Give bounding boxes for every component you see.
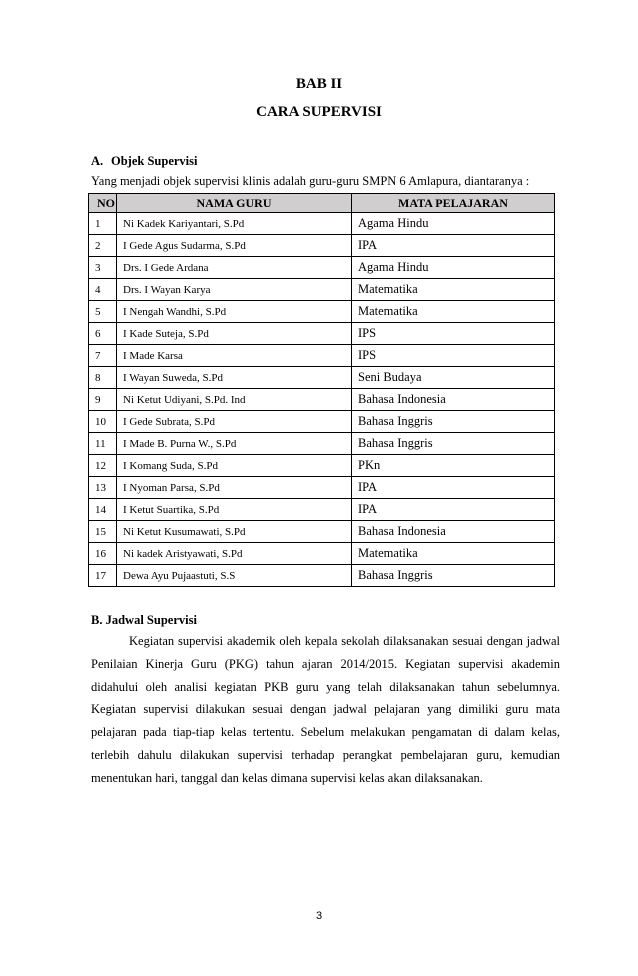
row-mata-pelajaran: Matematika [352, 279, 555, 301]
chapter-title: BAB II [295, 76, 343, 92]
row-mata-pelajaran: IPS [352, 323, 555, 345]
row-no: 7 [89, 345, 117, 367]
table-row [89, 257, 555, 279]
row-nama-guru: Ni Ketut Udiyani, S.Pd. Ind [117, 389, 352, 411]
row-mata-pelajaran: Seni Budaya [352, 367, 555, 389]
teacher-table [88, 193, 555, 587]
row-nama-guru: Drs. I Wayan Karya [117, 279, 352, 301]
row-no: 6 [89, 323, 117, 345]
row-mata-pelajaran: IPA [352, 499, 555, 521]
table-row [89, 389, 555, 411]
row-no: 8 [89, 367, 117, 389]
paragraph-line: Kegiatan supervisi akademik oleh kepala sekolah dilaksanakan sesuai dengan jadwal [129, 634, 560, 648]
row-mata-pelajaran: IPA [352, 235, 555, 257]
row-mata-pelajaran: Bahasa Indonesia [352, 521, 555, 543]
row-mata-pelajaran: Agama Hindu [352, 213, 555, 235]
section-a-heading [91, 154, 197, 169]
row-nama-guru: Drs. I Gede Ardana [117, 257, 352, 279]
header-mata-pelajaran: MATA PELAJARAN [352, 194, 555, 213]
row-no: 14 [89, 499, 117, 521]
table-row [89, 345, 555, 367]
row-mata-pelajaran: Bahasa Indonesia [352, 389, 555, 411]
row-mata-pelajaran: Bahasa Inggris [352, 411, 555, 433]
row-mata-pelajaran: PKn [352, 455, 555, 477]
row-mata-pelajaran: Agama Hindu [352, 257, 555, 279]
row-nama-guru: I Kade Suteja, S.Pd [117, 323, 352, 345]
paragraph-line: terlebih dahulu dilakukan supervisi terhadap perangkat pembelajaran guru, kemudian [91, 747, 560, 762]
paragraph-line: didahului oleh analisi kegiatan PKB guru yang telah dilaksanakan tahun sebelumnya. [91, 679, 560, 694]
row-nama-guru: Ni Ketut Kusumawati, S.Pd [117, 521, 352, 543]
row-mata-pelajaran: IPA [352, 477, 555, 499]
row-no: 11 [89, 433, 117, 455]
section-a-title: Objek Supervisi [111, 154, 198, 168]
row-no: 15 [89, 521, 117, 543]
row-no: 16 [89, 543, 117, 565]
row-nama-guru: I Komang Suda, S.Pd [117, 455, 352, 477]
table-row [89, 411, 555, 433]
row-no: 17 [89, 565, 117, 587]
paragraph-line: Kegiatan supervisi dilakukan sesuai dengan jadwal pelajaran yang dimiliki guru mata [91, 702, 560, 717]
table-row [89, 235, 555, 257]
row-no: 1 [89, 213, 117, 235]
row-nama-guru: I Gede Agus Sudarma, S.Pd [117, 235, 352, 257]
row-mata-pelajaran: Matematika [352, 543, 555, 565]
table-row [89, 477, 555, 499]
row-nama-guru: I Wayan Suweda, S.Pd [117, 367, 352, 389]
row-nama-guru: Ni Kadek Kariyantari, S.Pd [117, 213, 352, 235]
header-nama-guru: NAMA GURU [117, 194, 352, 213]
table-row [89, 301, 555, 323]
row-no: 2 [89, 235, 117, 257]
row-mata-pelajaran: IPS [352, 345, 555, 367]
row-mata-pelajaran: Bahasa Inggris [352, 565, 555, 587]
row-nama-guru: I Gede Subrata, S.Pd [117, 411, 352, 433]
table-row [89, 433, 555, 455]
row-mata-pelajaran: Matematika [352, 301, 555, 323]
header-no: NO [89, 194, 117, 213]
section-a-intro: Yang menjadi objek supervisi klinis adalah guru-guru SMPN 6 Amlapura, diantaranya : [91, 174, 530, 188]
table-row [89, 565, 555, 587]
table-row [89, 543, 555, 565]
table-row [89, 279, 555, 301]
row-nama-guru: I Made B. Purna W., S.Pd [117, 433, 352, 455]
section-b-paragraph [91, 630, 560, 790]
paragraph-line: Penilaian Kinerja Guru (PKG) tahun ajaran 2014/2015. Kegiatan supervisi akademin [91, 656, 560, 671]
row-nama-guru: I Nengah Wandhi, S.Pd [117, 301, 352, 323]
table-row [89, 521, 555, 543]
section-a-letter: A. [91, 154, 104, 168]
row-no: 4 [89, 279, 117, 301]
page-number: 3 [315, 910, 323, 922]
row-nama-guru: I Ketut Suartika, S.Pd [117, 499, 352, 521]
table-row [89, 213, 555, 235]
row-no: 13 [89, 477, 117, 499]
chapter-subtitle: CARA SUPERVISI [256, 104, 382, 120]
row-nama-guru: Dewa Ayu Pujaastuti, S.S [117, 565, 352, 587]
row-nama-guru: Ni kadek Aristyawati, S.Pd [117, 543, 352, 565]
row-nama-guru: I Made Karsa [117, 345, 352, 367]
table-row [89, 499, 555, 521]
paragraph-line: pelajaran pada tiap-tiap kelas tertentu. Sebelum melakukan pengamatan di dalam kelas, [91, 725, 560, 740]
row-mata-pelajaran: Bahasa Inggris [352, 433, 555, 455]
table-row [89, 455, 555, 477]
row-nama-guru: I Nyoman Parsa, S.Pd [117, 477, 352, 499]
table-row [89, 323, 555, 345]
paragraph-line: menentukan hari, tanggal dan kelas dimana supervisi kelas akan dilaksanakan. [91, 770, 483, 785]
table-row [89, 367, 555, 389]
row-no: 3 [89, 257, 117, 279]
row-no: 10 [89, 411, 117, 433]
row-no: 12 [89, 455, 117, 477]
row-no: 5 [89, 301, 117, 323]
section-b-heading: B. Jadwal Supervisi [91, 613, 197, 627]
row-no: 9 [89, 389, 117, 411]
table-header-row [89, 194, 555, 213]
